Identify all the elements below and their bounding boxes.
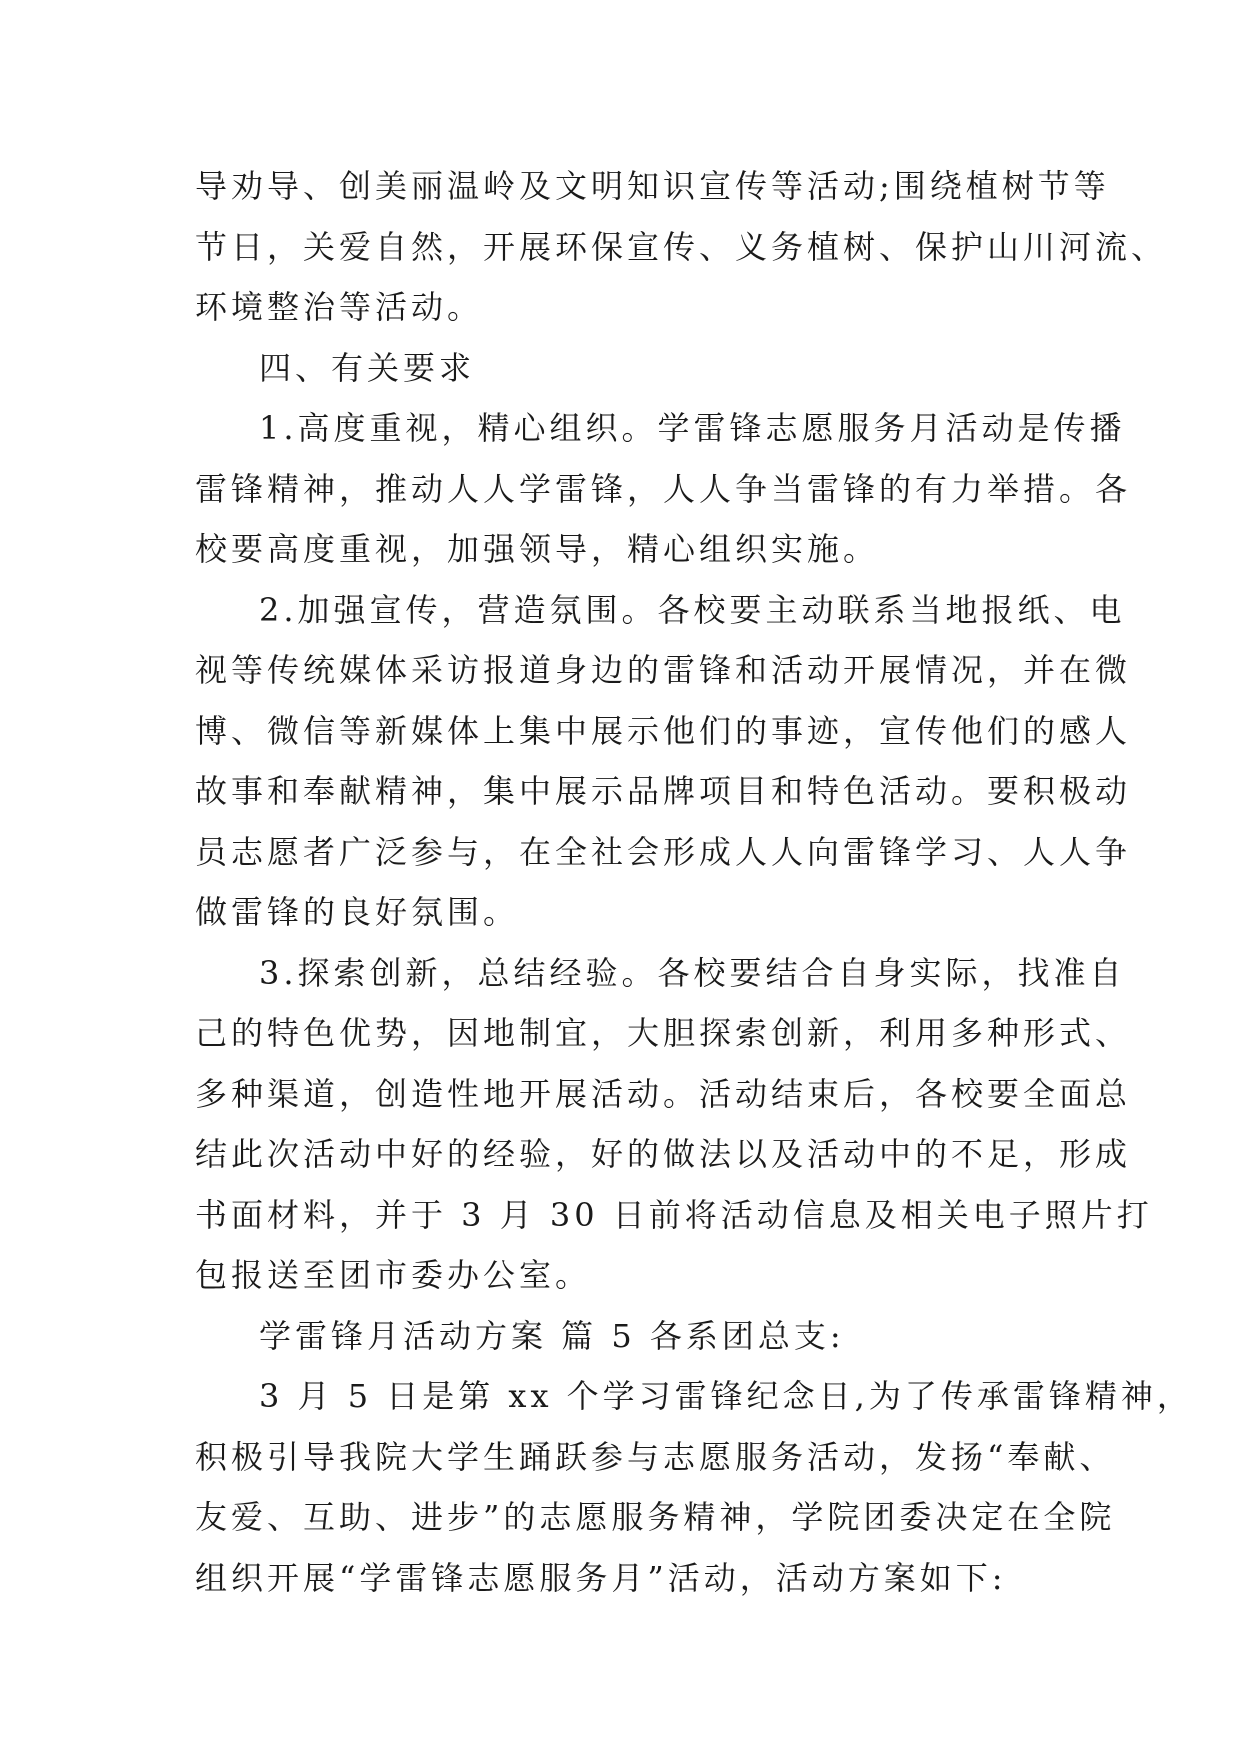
text-line: 校要高度重视，加强领导，精心组织实施。	[195, 530, 880, 568]
text-line: 多种渠道，创造性地开展活动。活动结束后，各校要全面总	[195, 1074, 1132, 1113]
text-line: 雷锋精神，推动人人学雷锋，人人争当雷锋的有力举措。各	[195, 469, 1132, 508]
text-line: 书面材料，并于 3 月 30 日前将活动信息及相关电子照片打	[195, 1195, 1153, 1234]
text-line: 结此次活动中好的经验，好的做法以及活动中的不足，形成	[195, 1135, 1132, 1173]
text-line: 学雷锋月活动方案 篇 5 各系团总支:	[259, 1316, 845, 1355]
text-line: 1.高度重视，精心组织。学雷锋志愿服务月活动是传播	[259, 409, 1126, 447]
text-line: 员志愿者广泛参与，在全社会形成人人向雷锋学习、人人争	[195, 832, 1132, 871]
text-line: 3 月 5 日是第 xx 个学习雷锋纪念日,为了传承雷锋精神，	[259, 1377, 1193, 1415]
text-line: 包报送至团市委办公室。	[195, 1256, 592, 1294]
text-line: 节日，关爱自然，开展环保宣传、义务植树、保护山川河流、	[195, 227, 1168, 266]
text-line: 环境整治等活动。	[195, 288, 484, 326]
text-line: 导劝导、创美丽温岭及文明知识宣传等活动;围绕植树节等	[195, 167, 1110, 205]
text-line: 友爱、互助、进步”的志愿服务精神，学院团委决定在全院	[195, 1498, 1116, 1536]
document-body	[195, 156, 1193, 1608]
text-line: 己的特色优势，因地制宜，大胆探索创新，利用多种形式、	[195, 1014, 1132, 1052]
text-line: 故事和奉献精神，集中展示品牌项目和特色活动。要积极动	[195, 772, 1132, 810]
text-line: 视等传统媒体采访报道身边的雷锋和活动开展情况，并在微	[195, 651, 1132, 689]
text-line: 3.探索创新，总结经验。各校要结合自身实际，找准自	[259, 953, 1126, 992]
text-line: 四、有关要求	[259, 348, 476, 387]
text-line: 2.加强宣传，营造氛围。各校要主动联系当地报纸、电	[259, 590, 1126, 629]
text-line: 积极引导我院大学生踊跃参与志愿服务活动，发扬“奉献、	[195, 1437, 1116, 1476]
text-line: 做雷锋的良好氛围。	[195, 893, 520, 931]
text-line: 博、微信等新媒体上集中展示他们的事迹，宣传他们的感人	[195, 711, 1132, 750]
text-line: 组织开展“学雷锋志愿服务月”活动，活动方案如下:	[195, 1558, 1007, 1597]
